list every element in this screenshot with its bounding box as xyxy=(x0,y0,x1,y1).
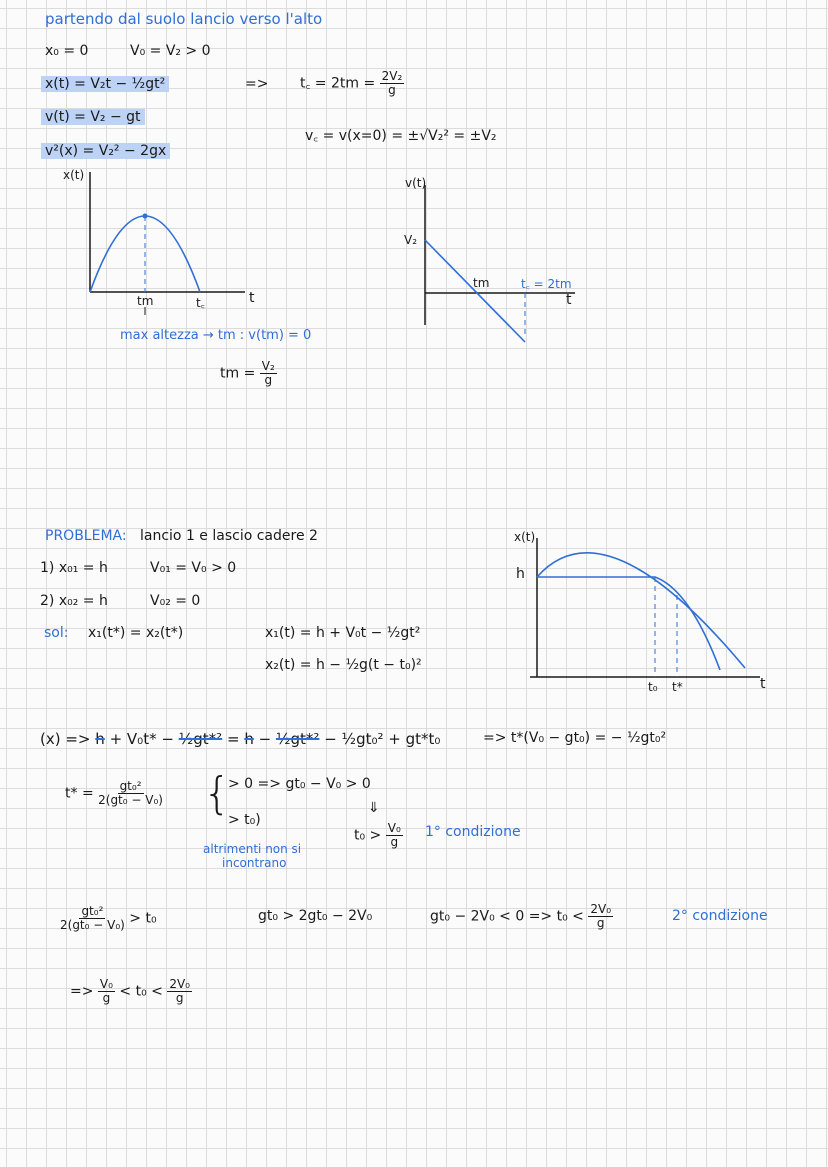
tm-den: g xyxy=(264,373,273,387)
graph3-h-label: h xyxy=(516,566,525,582)
down-arrow-icon: ⇓ xyxy=(368,800,380,816)
graph3-t0-label: t₀ xyxy=(648,680,658,694)
x0-eq: x₀ = 0 xyxy=(45,43,89,59)
velocity-equation: v(t) = V₂ − gt xyxy=(41,109,145,125)
final-num1: V₀ xyxy=(99,977,113,991)
body1-curve xyxy=(537,553,745,668)
intersection-result: => t*(V₀ − gt₀) = − ½gt₀² xyxy=(483,730,667,746)
intersection-equation xyxy=(40,730,440,748)
inequality-1 xyxy=(60,905,157,932)
ineq3-num: 2V₀ xyxy=(590,902,612,916)
eq-part: − xyxy=(258,730,272,748)
section-title: partendo dal suolo lancio verso l'alto xyxy=(45,10,323,28)
final-interval xyxy=(70,978,192,1005)
tstar-num: gt₀² xyxy=(119,779,142,793)
first-condition-label: 1° condizione xyxy=(425,824,521,840)
graph3-xlabel: t xyxy=(760,676,766,692)
position-equation: x(t) = V₂t − ½gt² xyxy=(41,76,169,92)
brace: { xyxy=(203,768,231,819)
eq-prefix: (x) => xyxy=(40,730,91,748)
otherwise-note-1: altrimenti non si xyxy=(203,842,302,856)
tstar-den: 2(gt₀ − V₀) xyxy=(98,793,163,807)
graph1-ylabel: x(t) xyxy=(63,168,85,182)
line1-velocity: V₀₁ = V₀ > 0 xyxy=(150,560,237,576)
line1-position: 1) x₀₁ = h xyxy=(40,560,108,576)
ineq3-den: g xyxy=(596,916,605,930)
t0-lhs: t₀ > xyxy=(354,827,382,844)
tc-num: 2V₂ xyxy=(381,69,403,83)
ineq3-lhs: gt₀ − 2V₀ < 0 => t₀ < xyxy=(430,908,584,925)
graph3-tstar-label: t* xyxy=(672,680,683,694)
tstar-equation xyxy=(65,780,163,807)
graph3-ylabel: x(t) xyxy=(514,530,536,544)
graph2-tm-label: tm xyxy=(473,276,490,290)
eq-part: + V₀t* − xyxy=(109,730,174,748)
graph1-tm-label: tm xyxy=(137,294,154,308)
x2-equation: x₂(t) = h − ½g(t − t₀)² xyxy=(265,657,422,673)
eq-part: − ½gt₀² + gt*t₀ xyxy=(324,730,441,748)
final-num2: 2V₀ xyxy=(169,977,190,991)
t0-den: g xyxy=(390,835,399,849)
graph2-v2-label: V₂ xyxy=(404,233,418,247)
graph2-ylabel: v(t) xyxy=(405,176,427,190)
cancelled-h: h xyxy=(95,730,105,748)
tm-lhs: tm = xyxy=(220,365,256,382)
max-height-note: max altezza → tm : v(tm) = 0 xyxy=(120,328,312,343)
tc-lhs: t꜀ = 2tm = xyxy=(300,75,376,92)
t0-num: V₀ xyxy=(387,821,401,835)
final-mid: < t₀ < xyxy=(119,983,163,1000)
inequality-3 xyxy=(430,903,613,930)
line2-velocity: V₀₂ = 0 xyxy=(150,593,201,609)
ineq-rhs: > t₀ xyxy=(129,910,157,927)
tstar-lhs: t* = xyxy=(65,785,94,802)
t0-condition xyxy=(354,822,403,849)
graph2-xlabel: t xyxy=(566,292,572,308)
graph1-tc-label: t꜀ xyxy=(196,296,205,310)
sol-label: sol: xyxy=(44,625,69,641)
problem-label: PROBLEMA: xyxy=(45,528,127,544)
body2-curve xyxy=(537,577,720,670)
v0-eq: V₀ = V₂ > 0 xyxy=(130,43,211,59)
ineq-den: 2(gt₀ − V₀) xyxy=(60,918,125,932)
otherwise-note-2: incontrano xyxy=(222,856,287,870)
final-arrow: => xyxy=(70,983,94,1000)
velocity-squared-equation: v²(x) = V₂² − 2gx xyxy=(41,143,170,159)
problem-text: lancio 1 e lascio cadere 2 xyxy=(140,528,318,544)
tc-den: g xyxy=(388,83,396,97)
cancelled-h: h xyxy=(244,730,254,748)
condition-positive: > 0 => gt₀ − V₀ > 0 xyxy=(228,776,371,792)
final-den1: g xyxy=(102,991,111,1005)
sol-equation: x₁(t*) = x₂(t*) xyxy=(88,625,184,641)
condition-greater-t0: > t₀) xyxy=(228,812,261,828)
ineq-num: gt₀² xyxy=(81,904,104,918)
implies-arrow: => xyxy=(245,76,269,92)
eq-sign: = xyxy=(226,730,240,748)
cancelled-term: ½gt*² xyxy=(178,730,223,748)
graph2-tc-label: t꜀ = 2tm xyxy=(521,277,572,291)
graph1-xlabel: t xyxy=(249,290,255,306)
cancelled-term: ½gt*² xyxy=(275,730,320,748)
inequality-2: gt₀ > 2gt₀ − 2V₀ xyxy=(258,908,373,924)
final-den2: g xyxy=(175,991,184,1005)
line2-position: 2) x₀₂ = h xyxy=(40,593,108,609)
second-condition-label: 2° condizione xyxy=(672,908,768,924)
vc-equation: v꜀ = v(x=0) = ±√V₂² = ±V₂ xyxy=(305,128,497,144)
tm-num: V₂ xyxy=(261,359,275,373)
x1-equation: x₁(t) = h + V₀t − ½gt² xyxy=(265,625,421,641)
